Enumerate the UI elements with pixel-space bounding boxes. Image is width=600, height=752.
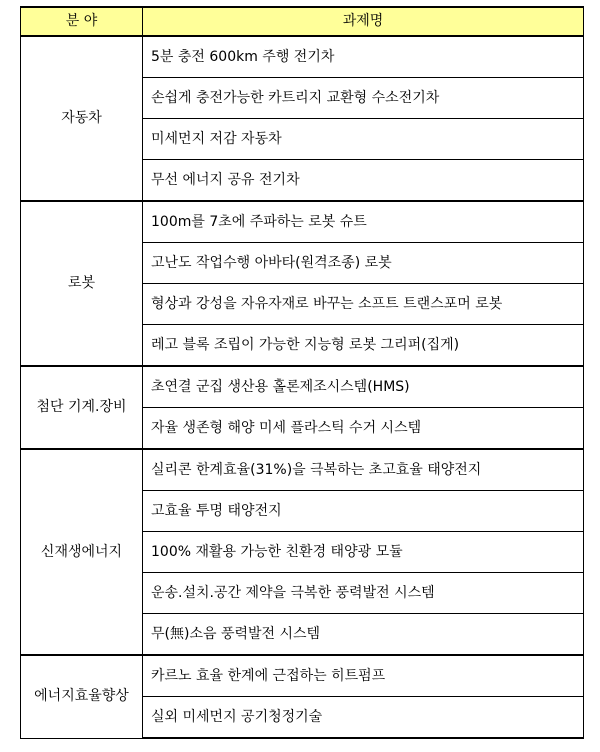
task-cell: 미세먼지 저감 자동차 xyxy=(143,119,584,160)
task-cell: 실외 미세먼지 공기청정기술 xyxy=(143,697,584,739)
field-header: 분 야 xyxy=(21,7,143,36)
task-cell: 초연결 군집 생산용 홀론제조시스템(HMS) xyxy=(143,366,584,408)
field-cell: 첨단 기계.장비 xyxy=(21,366,143,449)
task-header: 과제명 xyxy=(143,7,584,36)
table-row xyxy=(21,36,584,78)
task-cell: 고난도 작업수행 아바타(원격조종) 로봇 xyxy=(143,243,584,284)
task-cell: 형상과 강성을 자유자재로 바꾸는 소프트 트랜스포머 로봇 xyxy=(143,284,584,325)
table-body xyxy=(21,36,584,738)
field-cell: 자동차 xyxy=(21,36,143,201)
task-cell: 손쉽게 충전가능한 카트리지 교환형 수소전기차 xyxy=(143,78,584,119)
task-cell: 고효율 투명 태양전지 xyxy=(143,491,584,532)
task-cell: 무(無)소음 풍력발전 시스템 xyxy=(143,614,584,656)
project-table xyxy=(20,6,584,739)
task-cell: 레고 블록 조립이 가능한 지능형 로봇 그리퍼(집게) xyxy=(143,325,584,367)
table-row xyxy=(21,366,584,408)
task-cell: 무선 에너지 공유 전기차 xyxy=(143,160,584,202)
field-cell: 에너지효율향상 xyxy=(21,655,143,738)
table-row xyxy=(21,201,584,243)
task-cell: 100m를 7초에 주파하는 로봇 슈트 xyxy=(143,201,584,243)
table-row xyxy=(21,449,584,491)
task-cell: 운송.설치.공간 제약을 극복한 풍력발전 시스템 xyxy=(143,573,584,614)
task-cell: 5분 충전 600km 주행 전기차 xyxy=(143,36,584,78)
header-row xyxy=(21,7,584,36)
task-cell: 카르노 효율 한계에 근접하는 히트펌프 xyxy=(143,655,584,697)
task-cell: 100% 재활용 가능한 친환경 태양광 모듈 xyxy=(143,532,584,573)
task-cell: 실리콘 한계효율(31%)을 극복하는 초고효율 태양전지 xyxy=(143,449,584,491)
field-cell: 신재생에너지 xyxy=(21,449,143,655)
field-cell: 로봇 xyxy=(21,201,143,366)
task-cell: 자율 생존형 해양 미세 플라스틱 수거 시스템 xyxy=(143,408,584,450)
table-row xyxy=(21,655,584,697)
